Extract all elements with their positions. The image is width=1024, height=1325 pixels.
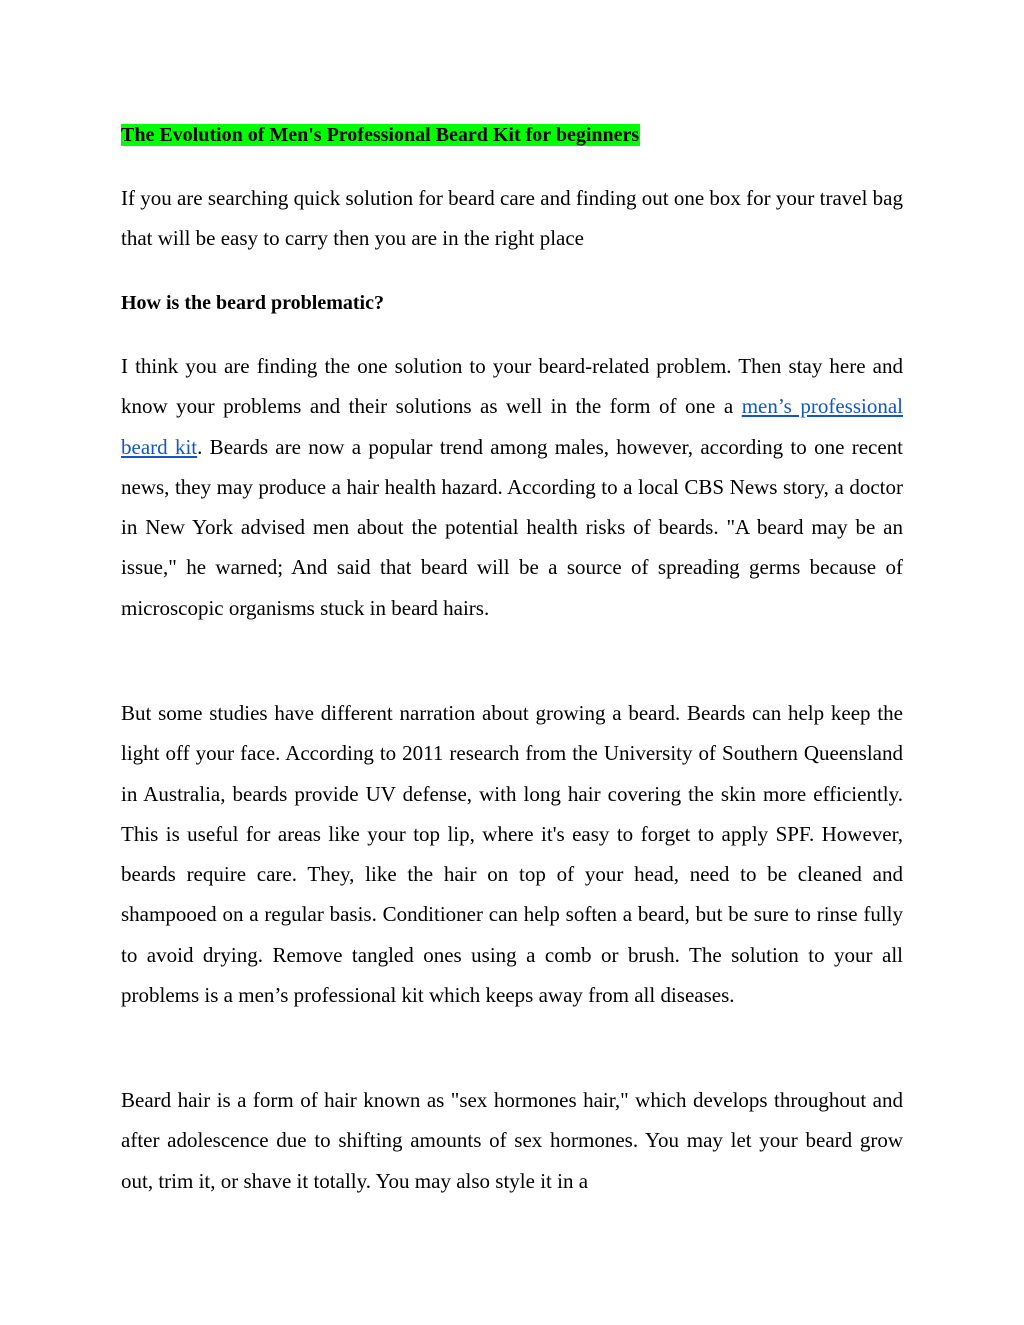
section-heading: How is the beard problematic? — [121, 292, 384, 314]
paragraph-text-before-link: I think you are finding the one solution to your beard-related problem. Then stay here and know your problems and their solutions as well in the form of one a — [121, 354, 903, 419]
paragraph-text-after-link: . Beards are now a popular trend among males, however, according to one recent news, they may produce a hair health hazard. According to a local CBS News story, a doctor in New York advised men about the potential health risks of beards. "A beard may be an issue," he warned; And said that beard will be a source of spreading germs because of microscopic organisms stuck in beard hairs. — [121, 434, 903, 620]
document-title — [121, 121, 640, 149]
paragraph-beard-studies: But some studies have different narration about growing a beard. Beards can help keep the light off your face. According to 2011 research from the University of Southern Queensland in Australia, beards provide UV defense, with long hair covering the skin more efficiently. This is useful for areas like your top lip, where it's easy to forget to apply SPF. However, beards require care. They, like the hair on top of your head, need to be cleaned and shampooed on a regular basis. Conditioner can help soften a beard, but be sure to rinse fully to avoid drying. Remove tangled ones using a comb or brush. The solution to your all problems is a men’s professional kit which keeps away from all diseases. — [121, 701, 903, 1008]
intro-paragraph: If you are searching quick solution for beard care and finding out one box for your travel bag that will be easy to carry then you are in the right place — [121, 186, 903, 251]
title-highlight: The Evolution of Men's Professional Beard Kit for beginners — [121, 124, 640, 146]
paragraph-beard-hair-type: Beard hair is a form of hair known as "sex hormones hair," which develops throughout and after adolescence due to shifting amounts of sex hormones. You may let your beard grow out, trim it, or shave it totally. You may also style it in a — [121, 1088, 903, 1193]
paragraph-beard-problems — [121, 346, 903, 628]
mens-professional-beard-kit-link[interactable]: men’s professional beard kit — [121, 394, 903, 459]
